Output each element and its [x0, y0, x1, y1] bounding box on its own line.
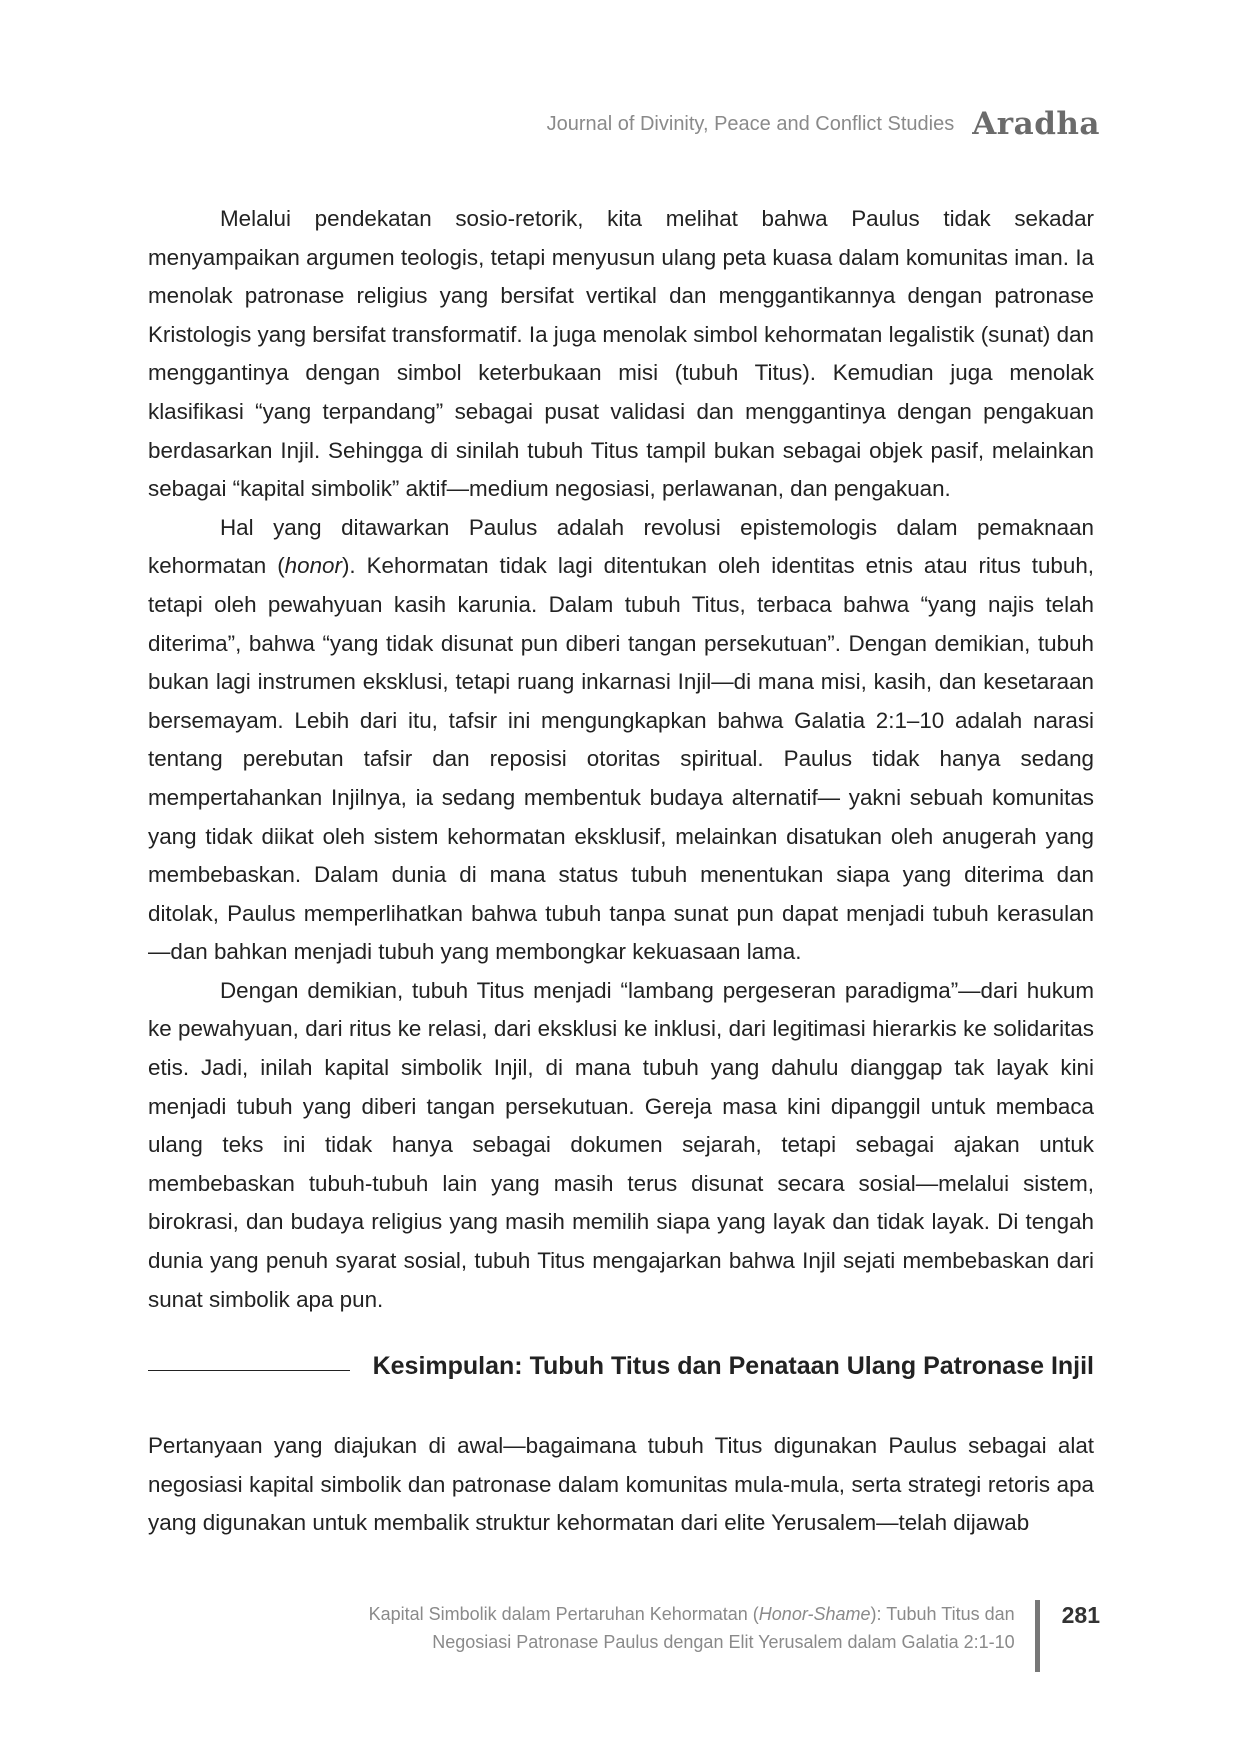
- footer-divider: [1035, 1600, 1040, 1672]
- paragraph: Melalui pendekatan sosio-retorik, kita melihat bahwa Paulus tidak sekadar menyampaikan argumen teologis, tetapi menyusun ulang peta kuasa dalam komunitas iman. Ia menolak patronase religius yang bersifat vertikal dan menggantikannya dengan patronase Kristologis yang bersifat transformatif. Ia juga menolak simbol kehormatan legalistik (sunat) dan menggantinya dengan simbol keterbukaan misi (tubuh Titus). Kemudian juga menolak klasifikasi “yang terpandang” sebagai pusat validasi dan menggantinya dengan pengakuan berdasarkan Injil. Sehingga di sinilah tubuh Titus tampil bukan sebagai objek pasif, melainkan sebagai “kapital simbolik” aktif—medium negosiasi, perlawanan, dan pengakuan.: [148, 206, 1094, 502]
- paragraph: Hal yang ditawarkan Paulus adalah revolusi epistemologis dalam pemaknaan kehormatan (honor). Kehormatan tidak lagi ditentukan oleh identitas etnis atau ritus tubuh, tetapi oleh pewahyuan kasih karunia. Dalam tubuh Titus, terbaca bahwa “yang najis telah diterima”, bahwa “yang tidak disunat pun diberi tangan persekutuan”. Dengan demikian, tubuh bukan lagi instrumen eksklusi, tetapi ruang inkarnasi Injil—di mana misi, kasih, dan kesetaraan bersemayam. Lebih dari itu, tafsir ini mengungkapkan bahwa Galatia 2:1–10 adalah narasi tentang perebutan tafsir dan reposisi otoritas spiritual. Paulus tidak hanya sedang mempertahankan Injilnya, ia sedang membentuk budaya alternatif— yakni sebuah komunitas yang tidak diikat oleh sistem kehormatan eksklusif, melainkan disatukan oleh anugerah yang membebaskan. Dalam dunia di mana status tubuh menentukan siapa yang diterima dan ditolak, Paulus memperlihatkan bahwa tubuh tanpa sunat pun dapat menjadi tubuh kerasulan—dan bahkan menjadi tubuh yang membongkar kekuasaan lama.: [148, 514, 1094, 965]
- heading-rule: [148, 1370, 350, 1371]
- running-header: [547, 104, 1100, 144]
- italic-term: honor: [284, 553, 342, 579]
- section-intro: [148, 1427, 1094, 1543]
- paragraph: Pertanyaan yang diajukan di awal—bagaimana tubuh Titus digunakan Paulus sebagai alat negosiasi kapital simbolik dan patronase dalam komunitas mula-mula, serta strategi retoris apa yang digunakan untuk membalik struktur kehormatan dari elite Yerusalem—telah dijawab: [148, 1433, 1094, 1536]
- section-heading: Kesimpulan: Tubuh Titus dan Penataan Ulang Patronase Injil: [372, 1352, 1094, 1380]
- body-text: [148, 200, 1094, 1319]
- journal-title: Journal of Divinity, Peace and Conflict Studies: [546, 112, 955, 135]
- paragraph: Dengan demikian, tubuh Titus menjadi “lambang pergeseran paradigma”—dari hukum ke pewahyuan, dari ritus ke relasi, dari eksklusi ke inklusi, dari legitimasi hierarkis ke solidaritas etis. Jadi, inilah kapital simbolik Injil, di mana tubuh yang dahulu dianggap tak layak kini menjadi tubuh yang diberi tangan persekutuan. Gereja masa kini dipanggil untuk membaca ulang teks ini tidak hanya sebagai dokumen sejarah, tetapi sebagai ajakan untuk membebaskan tubuh-tubuh lain yang masih terus disunat secara sosial—melalui sistem, birokrasi, dan budaya religius yang masih memilih siapa yang layak dan tidak layak. Di tengah dunia yang penuh syarat sosial, tubuh Titus mengajarkan bahwa Injil sejati membebaskan dari sunat simbolik apa pun.: [148, 977, 1094, 1312]
- journal-logo: Aradha: [972, 106, 1100, 142]
- footer-caption: Kapital Simbolik dalam Pertaruhan Kehormatan (Honor-Shame): Tubuh Titus dan Negosiasi Patronase Paulus dengan Elit Yerusalem dalam Galatia 2:1-10: [368, 1604, 1015, 1652]
- section-heading-row: [148, 1352, 1094, 1381]
- page-number: 281: [1061, 1602, 1100, 1628]
- running-footer: [295, 1600, 1100, 1680]
